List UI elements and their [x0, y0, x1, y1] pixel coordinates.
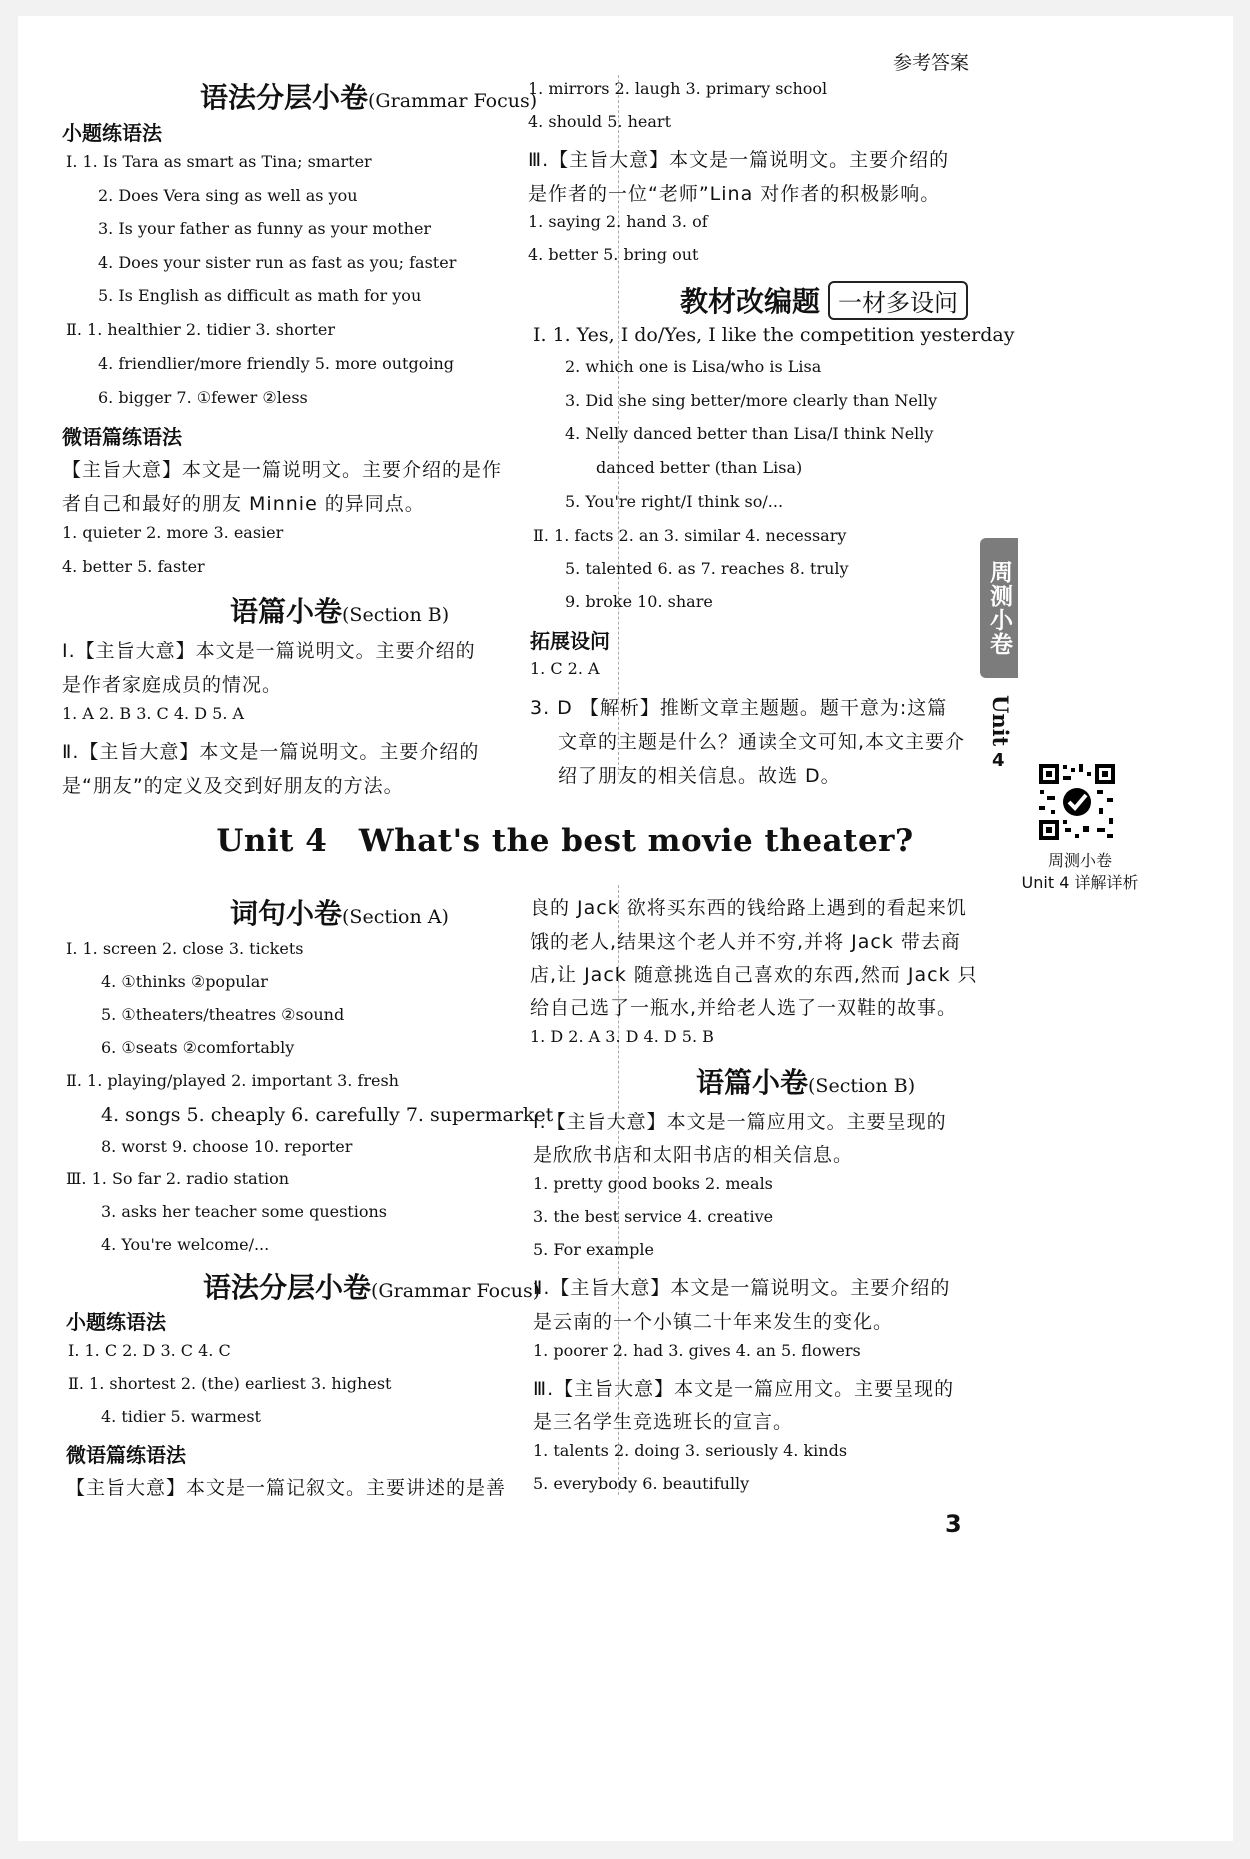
- title-sub: (Grammar Focus): [371, 1280, 541, 1302]
- title-text: 语法分层小卷: [203, 1271, 372, 1304]
- title-text: 语篇小卷: [696, 1066, 809, 1099]
- summary-line: 【主旨大意】本文是一篇说明文。主要介绍的是作: [62, 459, 503, 481]
- subheading-mini-passage: 微语篇练语法: [66, 1443, 186, 1467]
- summary-line: 良的 Jack 欲将买东西的钱给路上遇到的看起来饥: [530, 897, 967, 919]
- unit-title: Unit 4 What's the best movie theater?: [216, 823, 914, 859]
- subheading-mini-passage: 微语篇练语法: [62, 425, 182, 449]
- qr-code-icon[interactable]: [1037, 762, 1117, 842]
- answer-line: Ⅱ. 1. healthier 2. tidier 3. shorter: [66, 320, 336, 339]
- answer-line: 3. Is your father as funny as your mother: [98, 219, 432, 238]
- page-number: 3: [945, 1510, 962, 1538]
- title-text: 教材改编题: [680, 285, 821, 318]
- answer-line: 1. pretty good books 2. meals: [533, 1174, 773, 1193]
- answer-line: 4. Does your sister run as fast as you; faster: [98, 253, 457, 272]
- answer-line: 5. talented 6. as 7. reaches 8. truly: [565, 559, 849, 578]
- summary-line: 饿的老人,结果这个老人并不穷,并将 Jack 带去商: [530, 931, 961, 953]
- subheading-extended: 拓展设问: [530, 629, 610, 653]
- answer-line: 4. songs 5. cheaply 6. carefully 7. supermarket: [101, 1104, 554, 1126]
- title-text: 语法分层小卷: [200, 81, 369, 114]
- answer-line: 5. everybody 6. beautifully: [533, 1474, 750, 1493]
- summary-line: 是“朋友”的定义及交到好朋友的方法。: [62, 775, 404, 797]
- summary-line: 是三名学生竞选班长的宣言。: [533, 1411, 794, 1433]
- answer-line: Ⅰ. 1. Is Tara as smart as Tina; smarter: [66, 152, 372, 171]
- answer-line: 1. A 2. B 3. C 4. D 5. A: [62, 704, 245, 723]
- answer-line: 4. You're welcome/...: [101, 1235, 270, 1254]
- answer-line: 5. ①theaters/theatres ②sound: [101, 1005, 345, 1024]
- section-title-section-a: [230, 892, 449, 932]
- summary-line: 是作者家庭成员的情况。: [62, 674, 283, 696]
- answer-line: 3. Did she sing better/more clearly than Nelly: [565, 391, 938, 410]
- summary-line: Ⅰ.【主旨大意】本文是一篇说明文。主要介绍的: [62, 640, 476, 662]
- title-sub: (Section B): [342, 604, 450, 626]
- summary-line: 文章的主题是什么？通读全文可知,本文主要介: [558, 731, 966, 753]
- answer-line: 3. the best service 4. creative: [533, 1207, 774, 1226]
- title-text: 语篇小卷: [230, 595, 343, 628]
- answer-line: Ⅰ. 1. Yes, I do/Yes, I like the competition yesterday: [533, 324, 1015, 346]
- answer-line: 4. better 5. bring out: [528, 245, 699, 264]
- side-unit-word: Unit: [988, 695, 1013, 747]
- summary-line: Ⅰ.【主旨大意】本文是一篇应用文。主要呈现的: [533, 1111, 947, 1133]
- summary-line: Ⅲ.【主旨大意】本文是一篇应用文。主要呈现的: [533, 1378, 955, 1400]
- section-title-grammar-focus: [200, 76, 537, 116]
- qr-caption-line: Unit 4 详解详析: [1021, 873, 1139, 892]
- answer-line: 4. better 5. faster: [62, 557, 205, 576]
- title-box-tag: 一材多设问: [828, 281, 968, 320]
- answer-line: 2. which one is Lisa/who is Lisa: [565, 357, 822, 376]
- title-text: 词句小卷: [230, 897, 343, 930]
- answer-line: 1. quieter 2. more 3. easier: [62, 523, 284, 542]
- section-title-section-b-2: [696, 1061, 915, 1101]
- answer-line: 2. Does Vera sing as well as you: [98, 186, 358, 205]
- title-sub: (Grammar Focus): [368, 90, 538, 112]
- summary-line: Ⅲ.【主旨大意】本文是一篇说明文。主要介绍的: [528, 149, 950, 171]
- answer-line: Ⅱ. 1. shortest 2. (the) earliest 3. highest: [68, 1374, 392, 1393]
- answer-line: 1. poorer 2. had 3. gives 4. an 5. flowers: [533, 1341, 861, 1360]
- answer-line: 1. D 2. A 3. D 4. D 5. B: [530, 1027, 714, 1046]
- side-tab[interactable]: 周测小卷: [980, 538, 1018, 678]
- summary-line: 给自己选了一瓶水,并给老人选了一双鞋的故事。: [530, 997, 958, 1019]
- answer-line: Ⅲ. 1. So far 2. radio station: [66, 1169, 290, 1188]
- summary-line: 是作者的一位“老师”Lina 对作者的积极影响。: [528, 183, 941, 205]
- answer-line: 1. mirrors 2. laugh 3. primary school: [528, 79, 828, 98]
- summary-line: 绍了朋友的相关信息。故选 D。: [558, 765, 841, 787]
- answer-line: 6. bigger 7. ①fewer ②less: [98, 388, 308, 407]
- title-sub: (Section A): [342, 906, 449, 928]
- summary-line: Ⅱ.【主旨大意】本文是一篇说明文。主要介绍的: [62, 741, 480, 763]
- section-title-section-b: [230, 590, 449, 630]
- answer-line: 4. Nelly danced better than Lisa/I think Nelly: [565, 424, 934, 443]
- answer-line: 1. talents 2. doing 3. seriously 4. kinds: [533, 1441, 848, 1460]
- summary-line: 【主旨大意】本文是一篇记叙文。主要讲述的是善: [66, 1477, 507, 1499]
- answer-line: danced better (than Lisa): [596, 458, 803, 477]
- answer-line: 1. saying 2. hand 3. of: [528, 212, 708, 231]
- summary-line: 店,让 Jack 随意挑选自己喜欢的东西,然而 Jack 只: [530, 964, 978, 986]
- answer-line: 5. For example: [533, 1240, 654, 1259]
- summary-line: 者自己和最好的朋友 Minnie 的异同点。: [62, 493, 425, 515]
- answer-line: Ⅱ. 1. facts 2. an 3. similar 4. necessary: [533, 526, 847, 545]
- answer-line: 4. friendlier/more friendly 5. more outgoing: [98, 354, 455, 373]
- summary-line: 是云南的一个小镇二十年来发生的变化。: [533, 1311, 894, 1333]
- answer-line: 5. You're right/I think so/...: [565, 492, 784, 511]
- subheading-grammar-drill: 小题练语法: [62, 121, 162, 145]
- side-unit-number: 4: [992, 750, 1005, 771]
- header-label: 参考答案: [893, 52, 970, 74]
- answer-line: 4. tidier 5. warmest: [101, 1407, 261, 1426]
- summary-line: 是欣欣书店和太阳书店的相关信息。: [533, 1144, 854, 1166]
- answer-line: Ⅱ. 1. playing/played 2. important 3. fresh: [66, 1071, 399, 1090]
- answer-line: 3. asks her teacher some questions: [101, 1202, 387, 1221]
- answer-line: Ⅰ. 1. C 2. D 3. C 4. C: [68, 1341, 231, 1360]
- subheading-grammar-drill: 小题练语法: [66, 1310, 166, 1334]
- title-sub: (Section B): [808, 1075, 916, 1097]
- qr-caption: [1010, 850, 1150, 894]
- answer-line: 9. broke 10. share: [565, 592, 713, 611]
- answer-line: Ⅰ. 1. screen 2. close 3. tickets: [66, 939, 304, 958]
- answer-line: 8. worst 9. choose 10. reporter: [101, 1137, 353, 1156]
- section-title-textbook: [680, 280, 968, 320]
- qr-caption-line: 周测小卷: [1047, 851, 1112, 870]
- summary-line: Ⅱ.【主旨大意】本文是一篇说明文。主要介绍的: [533, 1277, 951, 1299]
- answer-line: 4. should 5. heart: [528, 112, 671, 131]
- answer-line: 5. Is English as difficult as math for you: [98, 286, 422, 305]
- summary-line: 3. D 【解析】推断文章主题题。题干意为:这篇: [530, 697, 948, 719]
- answer-line: 1. C 2. A: [530, 659, 600, 678]
- answer-line: 4. ①thinks ②popular: [101, 972, 268, 991]
- answer-line: 6. ①seats ②comfortably: [101, 1038, 295, 1057]
- section-title-grammar-focus-2: [203, 1266, 540, 1306]
